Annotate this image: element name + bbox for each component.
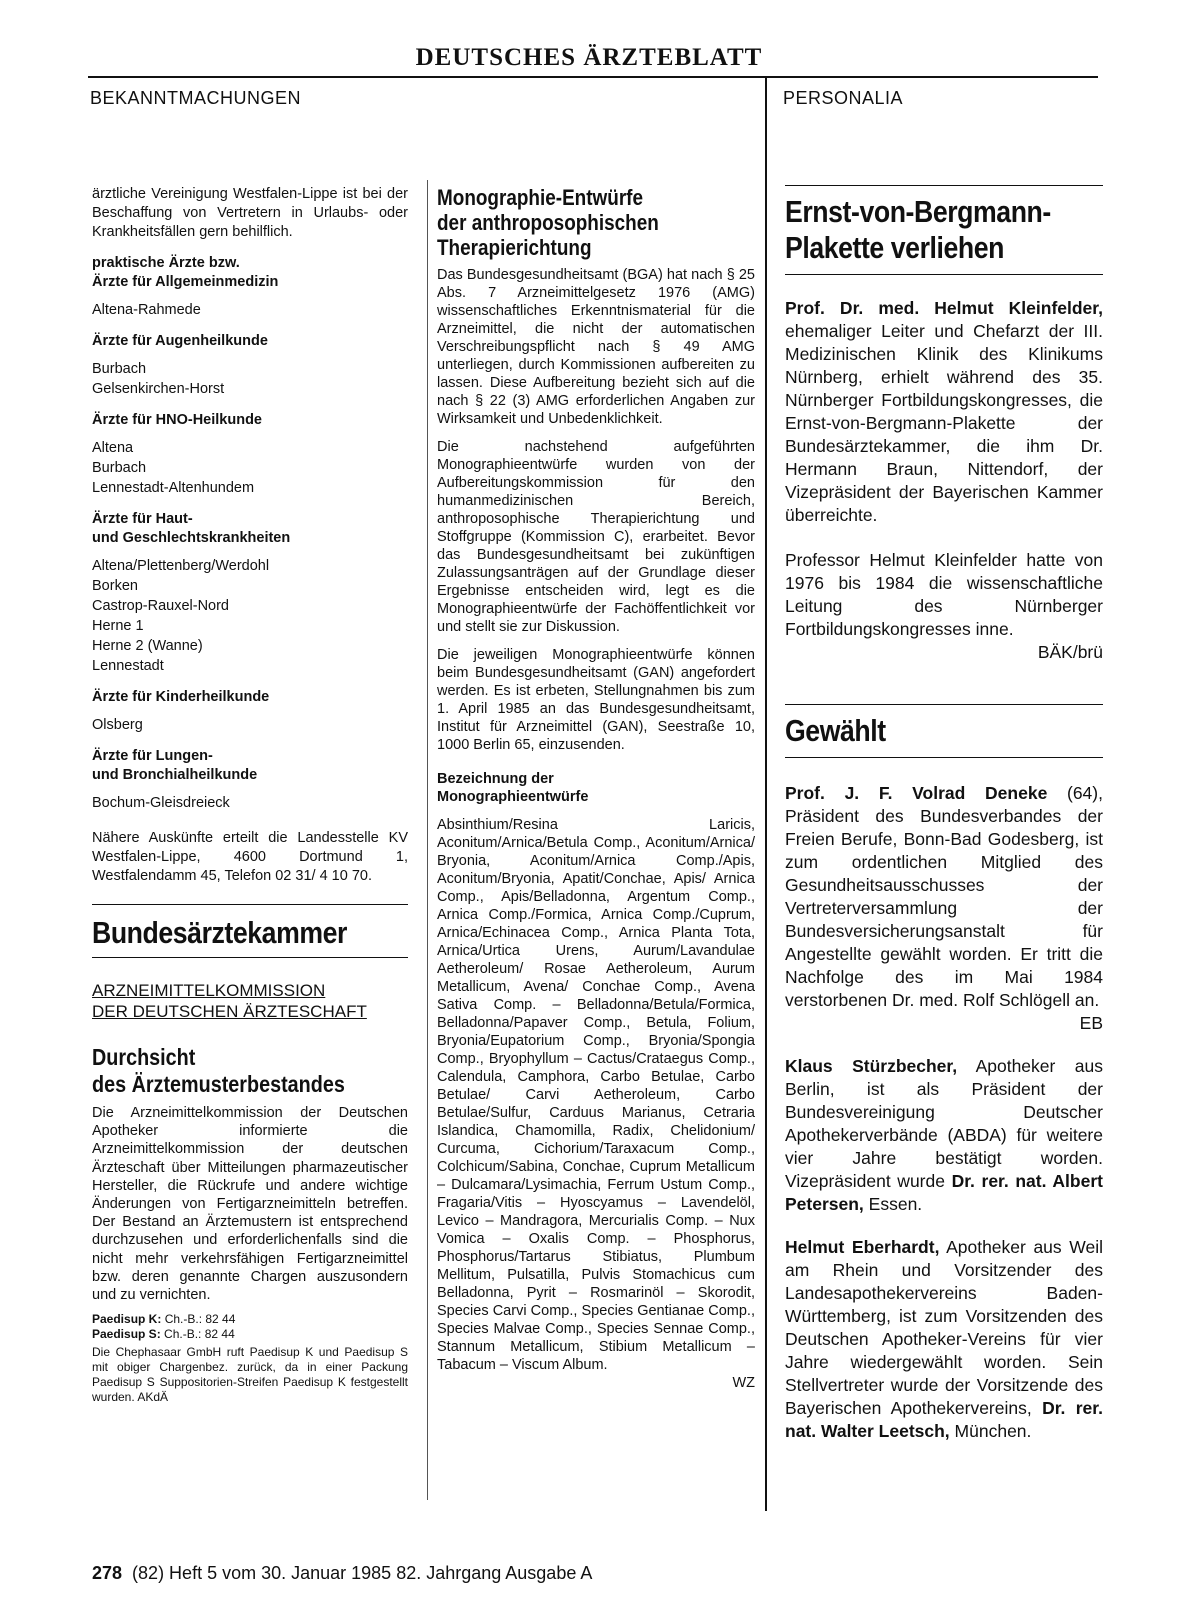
place: Olsberg [92, 717, 143, 733]
column-left [92, 185, 408, 1405]
elected-text: Apotheker aus Berlin, ist als Präsident der Bundesvereinigung Deutscher Apothekerverbände (ABDA) für weitere vier Jahre bestätigt worden. Vizepräsident wurde [785, 1056, 1103, 1191]
page-footer [92, 1563, 592, 1584]
group-heading [92, 254, 408, 292]
award-recipient: Prof. Dr. med. Helmut Kleinfelder, [785, 298, 1103, 318]
place-list [92, 715, 408, 735]
place: Borken [92, 578, 138, 594]
elected-name: Dr. rer. nat. Albert Petersen, [785, 1171, 1103, 1214]
section-title-bundesaerztekammer: Bundesärztekammer [92, 915, 347, 950]
monograph-para: Die jeweiligen Monographieentwürfe können beim Bundesgesundheitsamt (GAN) angefordert werden. Es ist erbeten, Stellungnahmen bis zum 1. April 1985 an das Bundesgesundheitsamt, Institut für Arzneimittel (GAN), Seestraße 10, 1000 Berlin 65, einzusenden. [437, 647, 755, 753]
award-title-line: Plakette verliehen [785, 230, 1004, 265]
section-label-left: BEKANNTMACHUNGEN [90, 88, 302, 108]
commission-line: ARZNEIMITTELKOMMISSION [92, 981, 326, 1000]
elected-text: Essen. [868, 1194, 923, 1214]
group-heading: Ärzte für HNO-Heilkunde [92, 412, 262, 428]
group [92, 254, 408, 320]
batch-list [92, 1312, 408, 1342]
section-rule [785, 274, 1103, 275]
commission-line: DER DEUTSCHEN ÄRZTESCHAFT [92, 1002, 367, 1021]
commission-heading [92, 980, 408, 1022]
recall-note: Die Chephasaar GmbH ruft Paedisup K und Paedisup S mit obiger Chargenbez. zurück, da in einer Packung Paedisup S Suppositorien-Streifen Paedisup K festgestellt wurden. AKdÄ [92, 1345, 408, 1405]
elected-entry [785, 1055, 1103, 1216]
group-heading-line: Ärzte für Haut- [92, 511, 193, 527]
masthead: DEUTSCHES ÄRZTEBLATT [415, 44, 763, 71]
award-paragraph-2: Professor Helmut Kleinfelder hatte von 1976 bis 1984 die wissenschaftliche Leitung des Nürnberger Fortbildungskongresses inne. [785, 550, 1103, 639]
physician-groups [92, 254, 408, 813]
elected-name: Helmut Eberhardt, [785, 1237, 940, 1257]
place-list [92, 300, 408, 320]
section-label-right: PERSONALIA [783, 88, 904, 108]
article-title-line: des Ärztemusterbestandes [92, 1071, 345, 1097]
place: Altena/Plettenberg/Werdohl [92, 558, 270, 574]
monograph-subheading [437, 770, 755, 806]
column-middle [437, 185, 755, 1392]
group [92, 688, 408, 735]
column-divider [427, 180, 428, 1500]
monograph-title-line: der anthroposophischen [437, 210, 659, 235]
monograph-para: Das Bundesgesundheitsamt (BGA) hat nach § 25 Abs. 7 Arzneimittelgesetz 1976 (AMG) wissenschaftliches Erkenntnismaterial für die Arzneimittel, die nicht der automatischen Verschreibungspflicht nach § 49 AMG unterliegen, durch Kommissionen aufbereiten zu lassen. Diese Aufbereitung bezieht sich auf die nach § 22 (3) AMG erforderlichen Angaben zur Wirksamkeit und Unbedenklichkeit. [437, 267, 755, 427]
elected-entry [785, 1236, 1103, 1443]
intro-text: ärztliche Vereinigung Westfalen-Lippe ist bei der Beschaffung von Vertretern in Urlaubs- oder Krankheitsfällen gern behilflich. [92, 186, 408, 240]
elected-signature: EB [1079, 1013, 1103, 1033]
monograph-title-line: Monographie-Entwürfe [437, 185, 644, 210]
award-title [785, 194, 1058, 266]
group [92, 510, 408, 676]
elected-name: Dr. rer. nat. Walter Leetsch, [785, 1398, 1103, 1441]
elected-title: Gewählt [785, 713, 886, 748]
contact-text: Nähere Auskünfte erteilt die Landesstelle KV Westfalen-Lippe, 4600 Dortmund 1, Westfalendamm 45, Telefon 02 31/ 4 10 70. [92, 830, 408, 884]
place: Burbach [92, 361, 147, 377]
place: Castrop-Rauxel-Nord [92, 598, 229, 614]
award-paragraph [785, 297, 1103, 527]
elected-text: Apotheker aus Weil am Rhein und Vorsitzender des Landesapothekervereins Baden-Württemberg, ist zum Vorsitzenden des Deutschen Apotheker-Vereins für vier Jahre wiedergewählt worden. Sein Stellvertreter wurde der Vorsitzende des Bayerischen Apothekervereins, [785, 1237, 1103, 1418]
column-divider-main [765, 76, 767, 1511]
award-text: ehemaliger Leiter und Chefarzt der III. Medizinischen Klinik des Klinikums Nürnberg, erhielt während des 35. Nürnberger Fortbildungskongresses, die Ernst-von-Bergmann-Plakette der Bundesärztekammer, die ihm Dr. Hermann Braun, Nittendorf, der Vizepräsident der Bayerischen Kammer überreichte. [785, 321, 1103, 525]
group-heading: Ärzte für Kinderheilkunde [92, 689, 270, 705]
section-rule [92, 904, 408, 905]
subheading-line: Bezeichnung der [437, 771, 554, 787]
section-rule [785, 704, 1103, 705]
issue-info: (82) Heft 5 vom 30. Januar 1985 82. Jahrgang Ausgabe A [132, 1563, 593, 1583]
group-heading [92, 747, 408, 785]
place: Burbach [92, 460, 147, 476]
batch-label: Paedisup K: [92, 1312, 162, 1327]
article-body: Die Arzneimittelkommission der Deutschen Apotheker informierte die Arzneimittelkommission der deutschen Ärzteschaft über Mitteilungen pharmazeutischer Hersteller, die Rückrufe und andere wichtige Änderungen von Fertigarzneimitteln betreffen. Der Bestand an Ärztemustern ist entsprechend durchzusehen und erforderlichenfalls sind die nicht mehr verkehrsfähigen Fertigarzneimittel bzw. deren genannte Chargen auszusondern und zu vernichten. [92, 1105, 408, 1304]
batch-row [92, 1327, 408, 1342]
group-heading-line: praktische Ärzte bzw. [92, 255, 240, 271]
section-rule [92, 957, 408, 958]
place-list [92, 556, 408, 676]
batch-value: Ch.-B.: 82 44 [164, 1312, 236, 1327]
article-title-line: Durchsicht [92, 1044, 196, 1070]
column-right [785, 185, 1103, 1443]
batch-label: Paedisup S: [92, 1327, 161, 1342]
place: Gelsenkirchen-Horst [92, 381, 225, 397]
article-title [92, 1044, 364, 1098]
place-list [92, 438, 408, 498]
subheading-line: Monographieentwürfe [437, 789, 589, 805]
group [92, 411, 408, 498]
group [92, 332, 408, 399]
group-heading-line: und Geschlechtskrankheiten [92, 530, 291, 546]
place-list [92, 359, 408, 399]
batch-value: Ch.-B.: 82 44 [164, 1327, 235, 1342]
place: Altena [92, 440, 134, 456]
monograph-list: Absinthium/Resina Laricis, Aconitum/Arnica/Betula Comp., Aconitum/Arnica/ Bryonia, Aconitum/Arnica Comp./Apis, Aconitum/Bryonia, Apatit/Conchae, Apis/ Arnica Comp., Apis/Belladonna, Argentum Comp., Arnica Comp./Formica, Arnica Comp./Cuprum, Arnica/Echinacea Comp., Arnica Planta Tota, Arnica/Urtica Urens, Aurum/Lavandulae Aetheroleum/ Rosae Aetheroleum, Aurum Metallicum, Avena/ Conchae Comp., Avena Sativa Comp. – Belladonna/Betula/Formica, Belladonna/Papaver Comp., Betula, Folium, Bryonia/Eupatorium Comp., Bryonia/Spongia Comp., Bryophyllum – Cactus/Crataegus Comp., Calendula, Camphora, Carbo Betulae, Carbo Betulae/ Carvi Aetheroleum, Carbo Betulae/Sulfur, Carduus Marianus, Cetraria Islandica, Chamomilla, Radix, Chelidonium/ Curcuma, Cichorium/Taraxacum Comp., Colchicum/Sabina, Conchae, Cuprum Metallicum – Dulcamara/Lysimachia, Ferrum Ustum Comp., Fragaria/Vitis – Hyoscyamus – Lavendelöl, Levico – Mandragora, Mercurialis Comp. – Nux Vomica – Oxalis Comp. – Phosphorus, Phosphorus/Tartarus Stibiatus, Plumbum Mellitum, Pulsatilla, Pulvis Stomachicus cum Belladonna, Pyrit – Rosmarinöl – Skorodit, Species Carvi Comp., Species Gentianae Comp., Species Malvae Comp., Species Sennae Comp., Stannum Metallicum, Stibium Metallicum – Tabacum – Viscum Album. [437, 817, 755, 1373]
group-heading [92, 510, 408, 548]
elected-entry [785, 782, 1103, 1012]
elected-text: München. [954, 1421, 1032, 1441]
award-title-line: Ernst-von-Bergmann- [785, 194, 1051, 229]
group-heading-line: und Bronchialheilkunde [92, 767, 258, 783]
elected-name: Prof. J. F. Volrad Deneke [785, 783, 1048, 803]
elected-name: Klaus Stürzbecher, [785, 1056, 958, 1076]
group [92, 747, 408, 813]
award-signature: BÄK/brü [1037, 642, 1103, 662]
elected-text: (64), Präsident des Bundesverbandes der Freien Berufe, Bonn-Bad Godesberg, ist zum ordentlichen Mitglied des Gesundheitsausschusses der Vertreterversammlung der Bundesversicherungsanstalt für Angestellte gewählt worden. Er tritt die Nachfolge des im Mai 1984 verstorbenen Dr. med. Rolf Schlögell an. [785, 783, 1103, 1010]
monograph-para: Die nachstehend aufgeführten Monographieentwürfe wurden von der Aufbereitungskommission für den humanmedizinischen Bereich, anthroposophische Therapierichtung und Stoffgruppe (Kommission C), erarbeitet. Bevor das Bundesgesundheitsamt bei zukünftigen Zulassungsanträgen auf der Grundlage dieser Ergebnisse entscheiden wird, legt es die Monographieentwürfe der Fachöffentlichkeit vor und stellt sie zur Diskussion. [437, 439, 755, 635]
section-rule [785, 185, 1103, 186]
batch-row [92, 1312, 408, 1327]
group-heading-line: Ärzte für Allgemeinmedizin [92, 274, 279, 290]
place: Altena-Rahmede [92, 302, 201, 318]
place: Bochum-Gleisdreieck [92, 795, 230, 811]
place-list [92, 793, 408, 813]
page-number: 278 [92, 1563, 123, 1583]
monograph-title-line: Therapierichtung [437, 235, 592, 260]
place: Herne 1 [92, 618, 144, 634]
group-heading: Ärzte für Augenheilkunde [92, 333, 268, 349]
place: Herne 2 (Wanne) [92, 638, 203, 654]
monograph-title [437, 185, 710, 260]
group-heading-line: Ärzte für Lungen- [92, 748, 213, 764]
place: Lennestadt [92, 658, 164, 674]
section-rule [785, 757, 1103, 758]
monograph-signature: WZ [732, 1375, 755, 1391]
place: Lennestadt-Altenhundem [92, 480, 255, 496]
masthead-rule [88, 76, 1098, 78]
